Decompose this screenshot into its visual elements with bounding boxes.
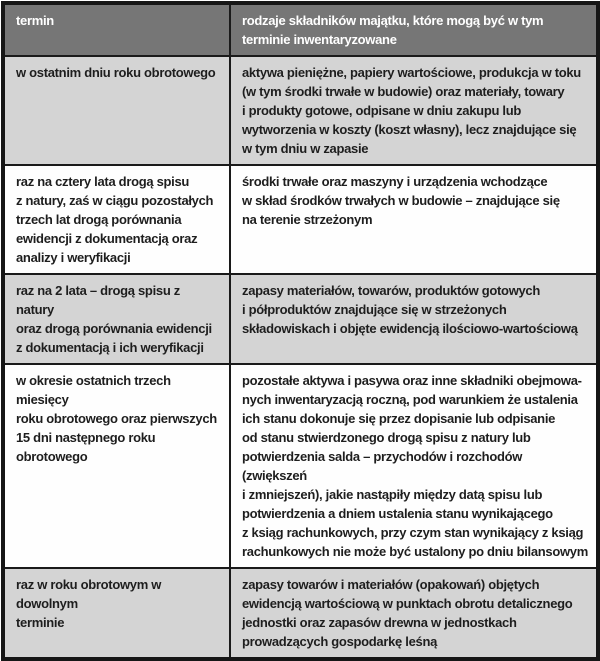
skladniki-cell: zapasy towarów i materiałów (opakowań) objętych ewidencją wartościową w punktach obrotu detalicznego jednostki oraz zapasów drewna w jednostkach prowadzących gospodarkę leśną bbox=[230, 568, 598, 659]
inventory-terms-table bbox=[1, 1, 600, 661]
table-header bbox=[3, 3, 598, 56]
skladniki-cell: pozostałe aktywa i pasywa oraz inne składniki obejmowa- nych inwentaryzacją roczną, pod warunkiem że ustalenia ich stanu dokonuje się przez dopisanie lub odpisanie od stanu stwierdzonego drogą spisu z natury lub potwierdzenia salda – przychodów i rozchodów (zwiększeń i zmniejszeń), jakie nastąpiły między datą spisu lub potwierdzenia a dniem ustalenia stanu wynikającego z ksiąg rachunkowych, przy czym stan wynikający z ksiąg rachunkowych nie może być ustalony po dniu bilansowym bbox=[230, 364, 598, 568]
table-row bbox=[3, 56, 598, 165]
header-row bbox=[3, 3, 598, 56]
table-row bbox=[3, 274, 598, 364]
termin-cell: raz w roku obrotowym w dowolnym terminie bbox=[3, 568, 230, 659]
table-row bbox=[3, 568, 598, 659]
table-row bbox=[3, 165, 598, 274]
skladniki-cell: zapasy materiałów, towarów, produktów gotowych i półproduktów znajdujące się w strzeżonych składowiskach i objęte ewidencją ilościowo-wartościową bbox=[230, 274, 598, 364]
header-cell-skladniki: rodzaje składników majątku, które mogą być w tym terminie inwentaryzowane bbox=[230, 3, 598, 56]
table-body bbox=[3, 56, 598, 659]
termin-cell: w okresie ostatnich trzech miesięcy roku obrotowego oraz pierwszych 15 dni następnego roku obrotowego bbox=[3, 364, 230, 568]
skladniki-cell: aktywa pieniężne, papiery wartościowe, produkcja w toku (w tym środki trwałe w budowie) oraz materiały, towary i produkty gotowe, odpisane w dniu zakupu lub wytworzenia w koszty (koszt własny), lecz znajdujące się w tym dniu w zapasie bbox=[230, 56, 598, 165]
table-row bbox=[3, 364, 598, 568]
termin-cell: raz na 2 lata – drogą spisu z natury oraz drogą porównania ewidencji z dokumentacją i ich weryfikacji bbox=[3, 274, 230, 364]
termin-cell: w ostatnim dniu roku obrotowego bbox=[3, 56, 230, 165]
skladniki-cell: środki trwałe oraz maszyny i urządzenia wchodzące w skład środków trwałych w budowie – znajdujące się na terenie strzeżonym bbox=[230, 165, 598, 274]
termin-cell: raz na cztery lata drogą spisu z natury, zaś w ciągu pozostałych trzech lat drogą porównania ewidencji z dokumentacją oraz analizy i weryfikacji bbox=[3, 165, 230, 274]
header-cell-termin: termin bbox=[3, 3, 230, 56]
